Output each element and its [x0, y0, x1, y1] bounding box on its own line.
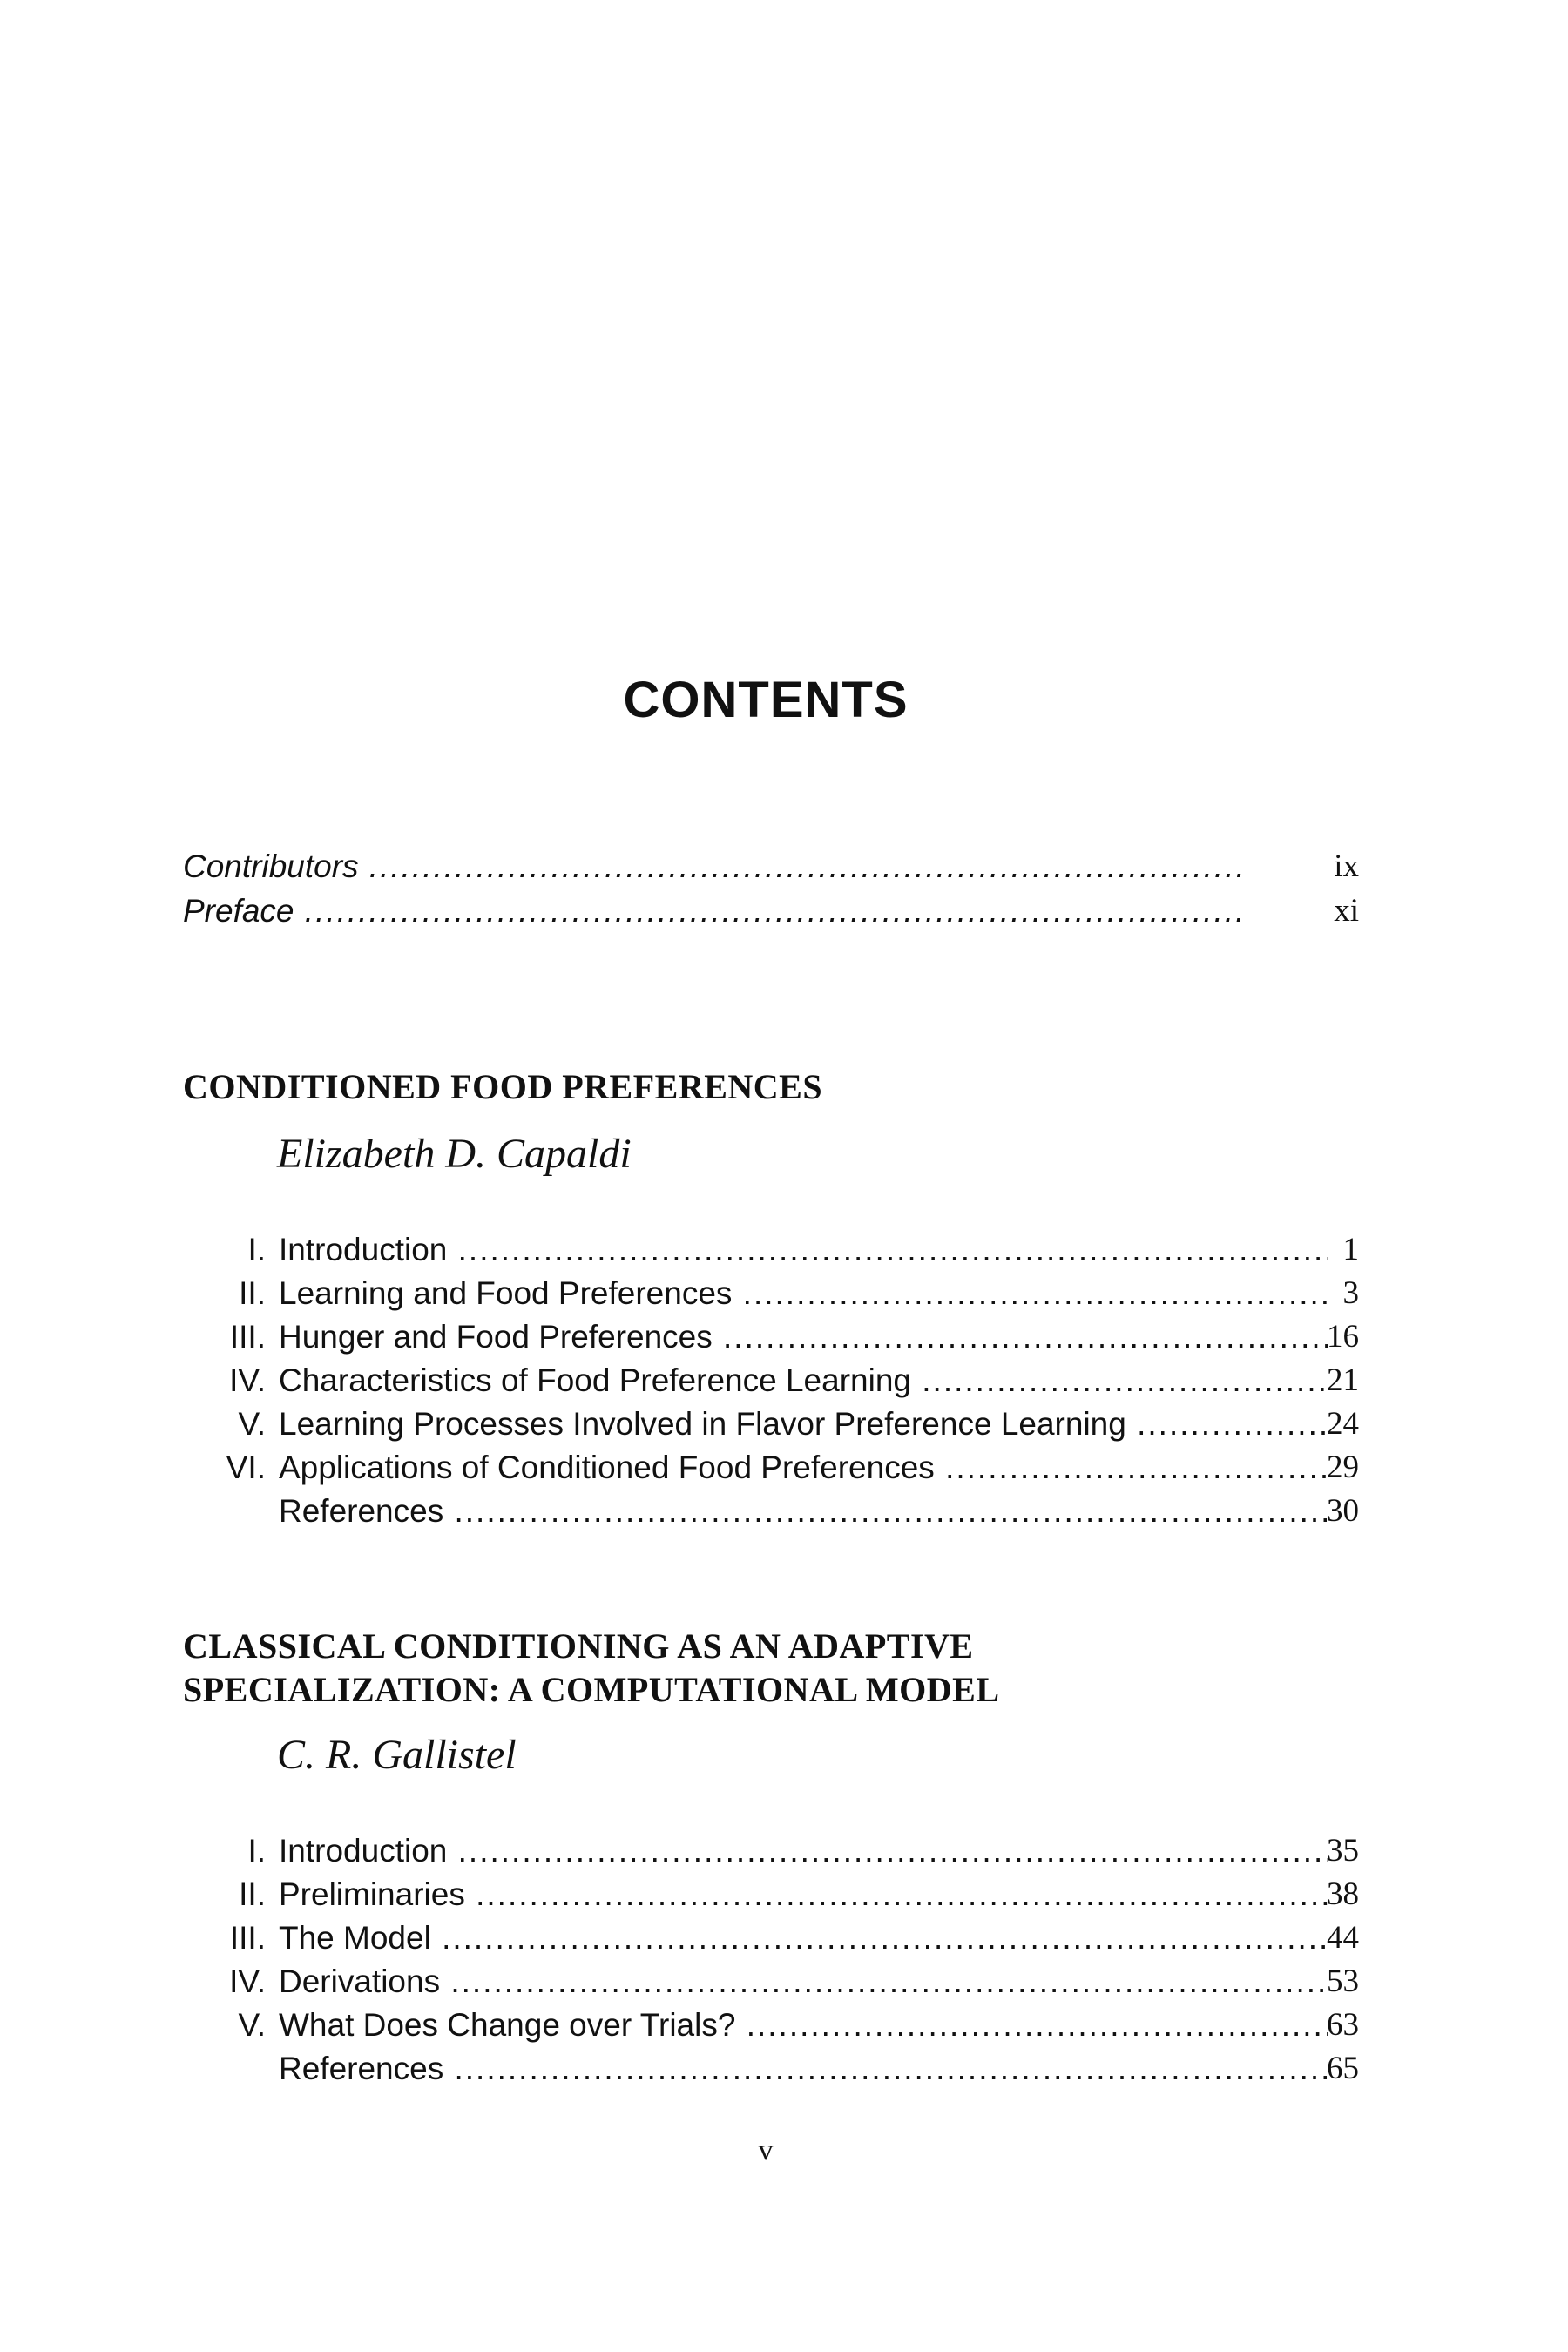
section-numeral: I.: [247, 1833, 266, 1869]
toc-entry: [183, 1446, 1359, 1490]
page-folio: v: [758, 2134, 774, 2166]
toc-page-number: 53: [1327, 1963, 1359, 1999]
toc-entry: [183, 1228, 1359, 1272]
section-numeral: II.: [239, 1876, 266, 1912]
section-numeral: VI.: [226, 1450, 266, 1485]
section-numeral: IV.: [229, 1963, 266, 1999]
toc-entry-label: Introduction .....: [279, 1228, 1328, 1272]
toc-entry-preface: [183, 889, 1359, 933]
section-numeral: I.: [247, 1232, 266, 1267]
toc-page-number: ix: [1334, 848, 1359, 884]
chapter-author: C. R. Gallistel: [277, 1732, 517, 1778]
section-numeral: IV.: [229, 1362, 266, 1398]
page-title: CONTENTS: [623, 672, 909, 728]
chapter-author: Elizabeth D. Capaldi: [277, 1131, 632, 1177]
toc-page-number: 3: [1342, 1275, 1359, 1311]
chapter-title-line-2: SPECIALIZATION: A COMPUTATIONAL MODEL: [183, 1670, 1000, 1709]
toc-entry: [183, 1873, 1359, 1916]
toc-entry-label: Learning Processes Involved in Flavor Preference Learning .....: [279, 1402, 1328, 1446]
toc-page-number: 24: [1327, 1406, 1359, 1442]
toc-entry-label: Hunger and Food Preferences .....: [279, 1315, 1328, 1359]
section-numeral: III.: [229, 1319, 266, 1355]
toc-page-number: xi: [1334, 893, 1359, 929]
toc-entry: [183, 1916, 1359, 1960]
toc-page-number: 1: [1342, 1232, 1359, 1267]
toc-page-number: 35: [1327, 1833, 1359, 1869]
toc-entry-label: References .....: [279, 2047, 1328, 2091]
toc-entry: [183, 1960, 1359, 2004]
section-numeral: V.: [238, 2007, 266, 2043]
toc-entry: [183, 1829, 1359, 1873]
toc-entry-label: Preface .....: [183, 889, 1241, 933]
section-numeral: V.: [238, 1406, 266, 1442]
section-numeral: III.: [229, 1920, 266, 1956]
toc-entry: [183, 1315, 1359, 1359]
toc-entry-label: References .....: [279, 1490, 1328, 1533]
toc-entry-label: Applications of Conditioned Food Preferences .....: [279, 1446, 1328, 1490]
toc-page-number: 30: [1327, 1493, 1359, 1529]
toc-entry-label: Contributors .....: [183, 845, 1241, 889]
toc-entry: [183, 2004, 1359, 2047]
toc-entry: [183, 1272, 1359, 1315]
chapter-title-line-1: CLASSICAL CONDITIONING AS AN ADAPTIVE: [183, 1626, 974, 1666]
toc-entry: [183, 1402, 1359, 1446]
toc-page-number: 16: [1327, 1319, 1359, 1355]
toc-page-number: 29: [1327, 1450, 1359, 1485]
chapter-title: CONDITIONED FOOD PREFERENCES: [183, 1067, 823, 1106]
toc-entry-references: [183, 2047, 1359, 2091]
toc-page-number: 44: [1327, 1920, 1359, 1956]
toc-entry-label: Introduction .....: [279, 1829, 1328, 1873]
toc-page-number: 65: [1327, 2051, 1359, 2086]
toc-entry-label: Derivations .....: [279, 1960, 1328, 2004]
toc-entry-label: Learning and Food Preferences .....: [279, 1272, 1328, 1315]
section-numeral: II.: [239, 1275, 266, 1311]
toc-entry-references: [183, 1490, 1359, 1533]
toc-page-number: 38: [1327, 1876, 1359, 1912]
toc-entry-label: Preliminaries .....: [279, 1873, 1328, 1916]
toc-page-number: 63: [1327, 2007, 1359, 2043]
toc-page-number: 21: [1327, 1362, 1359, 1398]
toc-entry-label: What Does Change over Trials? .....: [279, 2004, 1328, 2047]
toc-entry: [183, 1359, 1359, 1402]
toc-entry-label: The Model .....: [279, 1916, 1328, 1960]
toc-entry-contributors: [183, 845, 1359, 889]
toc-entry-label: Characteristics of Food Preference Learning .....: [279, 1359, 1328, 1402]
